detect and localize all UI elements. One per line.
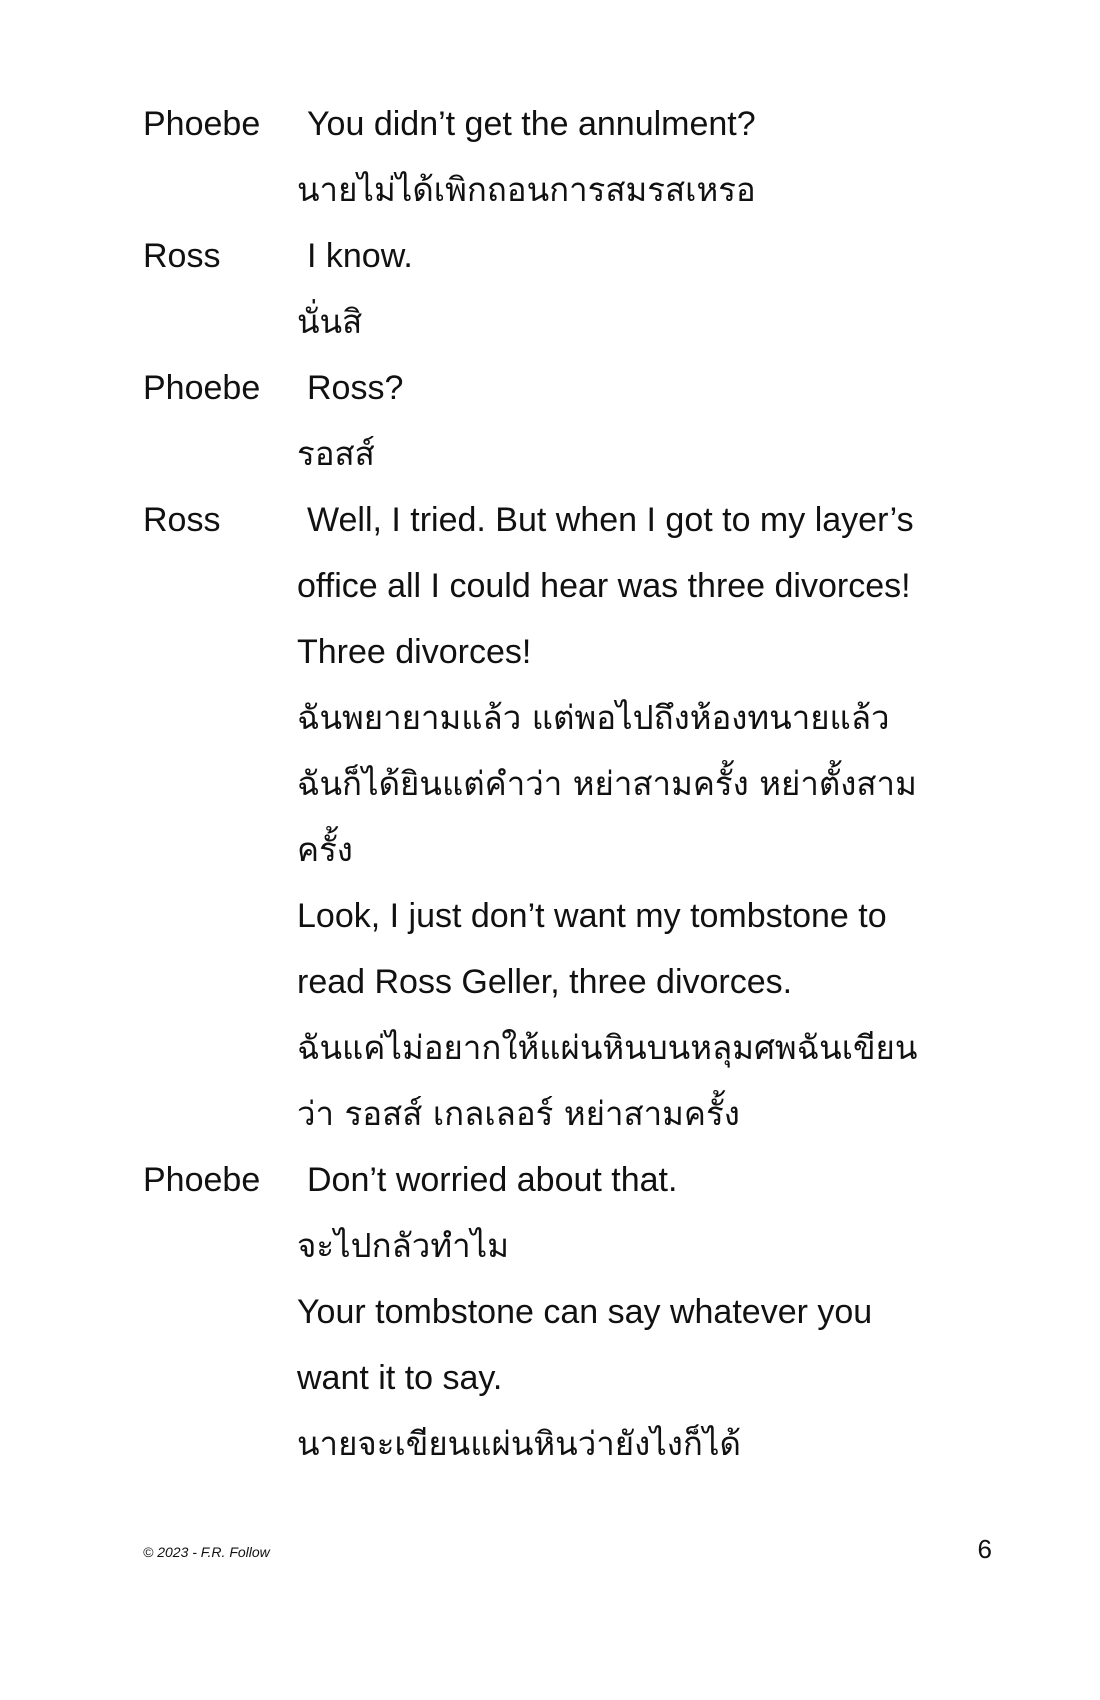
line-english: want it to say.	[297, 1359, 503, 1397]
line-english: read Ross Geller, three divorces.	[297, 963, 793, 1001]
line-thai: นั่นสิ	[297, 302, 363, 341]
line-thai: ว่า รอสส์ เกลเลอร์ หย่าสามครั้ง	[297, 1094, 740, 1133]
page-number: 6	[977, 1534, 992, 1564]
line-english: I know.	[307, 237, 413, 275]
line-thai: ครั้ง	[297, 830, 353, 869]
dialogue-lines	[297, 223, 1043, 355]
dialogue-lines	[297, 1147, 1043, 1477]
speaker-name: Phoebe	[143, 105, 261, 143]
line-english: Your tombstone can say whatever you	[297, 1293, 873, 1331]
dialogue-script	[143, 91, 1043, 1477]
speaker-name: Ross	[143, 237, 221, 275]
dialogue-entry	[143, 487, 1043, 1147]
line-english: Don’t worried about that.	[307, 1161, 678, 1199]
line-english: Look, I just don’t want my tombstone to	[297, 897, 887, 935]
dialogue-lines	[297, 355, 1043, 487]
dialogue-entry	[143, 91, 1043, 223]
dialogue-entry	[143, 223, 1043, 355]
line-thai: นายจะเขียนแผ่นหินว่ายังไงก็ได้	[297, 1424, 741, 1463]
copyright-footer: © 2023 - F.R. Follow	[143, 1544, 270, 1560]
line-thai: จะไปกลัวทำไม	[297, 1226, 509, 1265]
line-thai: รอสส์	[297, 434, 375, 473]
speaker-name: Phoebe	[143, 1161, 261, 1199]
line-thai: ฉันพยายามแล้ว แต่พอไปถึงห้องทนายแล้ว	[297, 698, 890, 737]
line-english: Ross?	[307, 369, 404, 407]
dialogue-lines	[297, 91, 1043, 223]
dialogue-lines	[297, 487, 1043, 1147]
line-english: Three divorces!	[297, 633, 532, 671]
dialogue-entry	[143, 1147, 1043, 1477]
line-english: Well, I tried. But when I got to my layer’s	[307, 501, 914, 539]
line-english: You didn’t get the annulment?	[307, 105, 756, 143]
line-thai: ฉันก็ได้ยินแต่คำว่า หย่าสามครั้ง หย่าตั้งสาม	[297, 764, 917, 803]
line-english: office all I could hear was three divorces!	[297, 567, 911, 605]
speaker-name: Phoebe	[143, 369, 261, 407]
line-thai: นายไม่ได้เพิกถอนการสมรสเหรอ	[297, 170, 756, 209]
dialogue-entry	[143, 355, 1043, 487]
speaker-name: Ross	[143, 501, 221, 539]
line-thai: ฉันแค่ไม่อยากให้แผ่นหินบนหลุมศพฉันเขียน	[297, 1028, 918, 1067]
